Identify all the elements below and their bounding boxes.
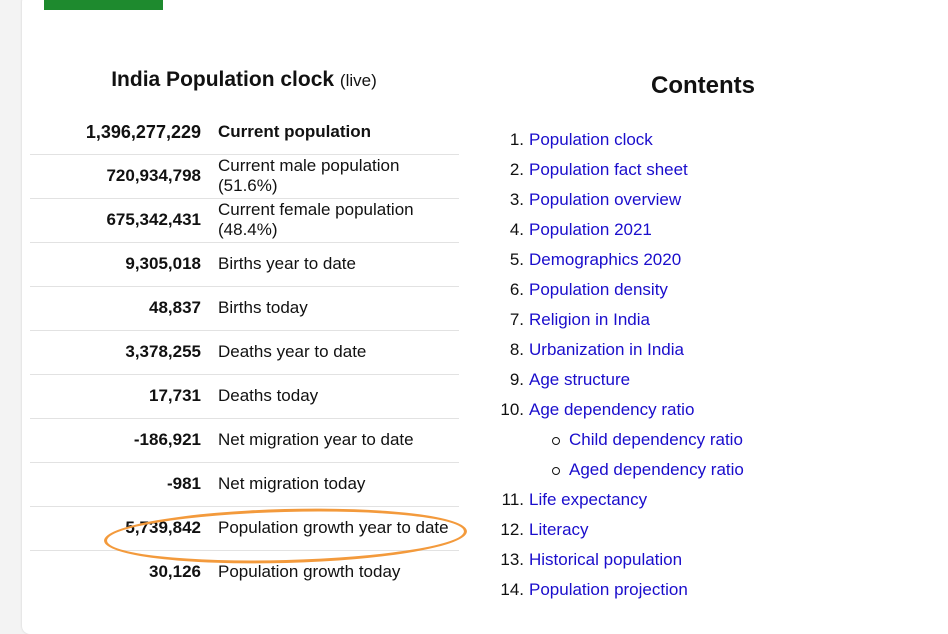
toc-item	[478, 155, 938, 185]
stat-label: Net migration year to date	[218, 418, 459, 462]
toc-item	[478, 335, 938, 365]
table-row	[30, 198, 459, 242]
toc-link-population-projection[interactable]: Population projection	[529, 580, 688, 599]
toc-item	[478, 125, 938, 155]
toc-item	[478, 515, 938, 545]
stat-label: Births year to date	[218, 242, 459, 286]
toc-number: 9.	[509, 370, 524, 389]
toc-number: 3.	[509, 190, 524, 209]
clock-title-text: India Population clock	[111, 68, 335, 91]
stat-value: 675,342,431	[30, 198, 218, 242]
toc-link-population-2021[interactable]: Population 2021	[529, 220, 652, 239]
toc-number: 4.	[509, 220, 524, 239]
table-row	[30, 242, 459, 286]
toc-number: 12.	[500, 520, 524, 539]
toc-item	[478, 575, 938, 605]
circle-bullet-icon	[552, 437, 560, 445]
stat-label: Net migration today	[218, 462, 459, 506]
toc-link-population-clock[interactable]: Population clock	[529, 130, 653, 149]
toc-number: 7.	[509, 310, 524, 329]
toc-subitem	[478, 425, 938, 455]
stat-value: 9,305,018	[30, 242, 218, 286]
toc-link-urbanization-in-india[interactable]: Urbanization in India	[529, 340, 684, 359]
toc-number: 2.	[509, 160, 524, 179]
stat-value: 720,934,798	[30, 154, 218, 198]
stat-value: 17,731	[30, 374, 218, 418]
toc-link-child-dependency-ratio[interactable]: Child dependency ratio	[569, 430, 743, 449]
table-row	[30, 550, 459, 594]
toc-item	[478, 185, 938, 215]
stat-label: Deaths year to date	[218, 330, 459, 374]
toc-item	[478, 365, 938, 395]
table-row	[30, 418, 459, 462]
toc-number: 5.	[509, 250, 524, 269]
toc-link-life-expectancy[interactable]: Life expectancy	[529, 490, 648, 509]
toc-link-population-density[interactable]: Population density	[529, 280, 668, 299]
toc-number: 8.	[509, 340, 524, 359]
toc-link-population-fact-sheet[interactable]: Population fact sheet	[529, 160, 688, 179]
toc-link-demographics-2020[interactable]: Demographics 2020	[529, 250, 682, 269]
contents-title: Contents	[651, 72, 755, 99]
stat-label: Current population	[218, 111, 459, 154]
toc-item	[478, 545, 938, 575]
toc-number: 10.	[500, 400, 524, 419]
circle-bullet-icon	[552, 467, 560, 475]
toc-link-literacy[interactable]: Literacy	[529, 520, 589, 539]
stat-label: Current female population (48.4%)	[218, 198, 459, 242]
stat-label: Current male population (51.6%)	[218, 154, 459, 198]
green-button[interactable]	[44, 0, 163, 10]
toc-item	[478, 275, 938, 305]
stat-value: 48,837	[30, 286, 218, 330]
toc-item	[478, 305, 938, 335]
toc-link-aged-dependency-ratio[interactable]: Aged dependency ratio	[569, 460, 744, 479]
toc-number: 1.	[509, 130, 524, 149]
stat-label: Births today	[218, 286, 459, 330]
table-row	[30, 506, 459, 550]
table-row	[30, 374, 459, 418]
stat-label: Deaths today	[218, 374, 459, 418]
toc-number: 11.	[501, 490, 524, 509]
toc-link-religion-in-india[interactable]: Religion in India	[529, 310, 650, 329]
toc-link-age-dependency-ratio[interactable]: Age dependency ratio	[529, 400, 695, 419]
table-row	[30, 286, 459, 330]
stat-value: 30,126	[149, 562, 201, 582]
toc-item	[478, 245, 938, 275]
toc-subitem	[478, 455, 938, 485]
stat-label: Population growth year to date	[218, 506, 459, 550]
toc-item	[478, 215, 938, 245]
stat-value: 5,739,842	[30, 506, 218, 550]
toc-item	[478, 395, 938, 425]
table-row	[30, 111, 459, 154]
toc-number: 13.	[500, 550, 524, 569]
toc-link-age-structure[interactable]: Age structure	[529, 370, 631, 389]
population-clock-table	[30, 111, 459, 594]
toc-number: 14.	[500, 580, 524, 599]
stat-label: Population growth today	[218, 562, 401, 582]
stat-value: 3,378,255	[30, 330, 218, 374]
clock-title	[30, 68, 458, 92]
contents-list	[478, 125, 938, 605]
stat-value: -981	[30, 462, 218, 506]
stat-value: -186,921	[30, 418, 218, 462]
table-row	[30, 154, 459, 198]
stat-value: 1,396,277,229	[30, 111, 218, 154]
toc-item	[478, 485, 938, 515]
toc-link-population-overview[interactable]: Population overview	[529, 190, 682, 209]
table-row	[30, 330, 459, 374]
table-row	[30, 462, 459, 506]
clock-title-live: (live)	[339, 71, 377, 90]
toc-link-historical-population[interactable]: Historical population	[529, 550, 683, 569]
toc-number: 6.	[509, 280, 524, 299]
